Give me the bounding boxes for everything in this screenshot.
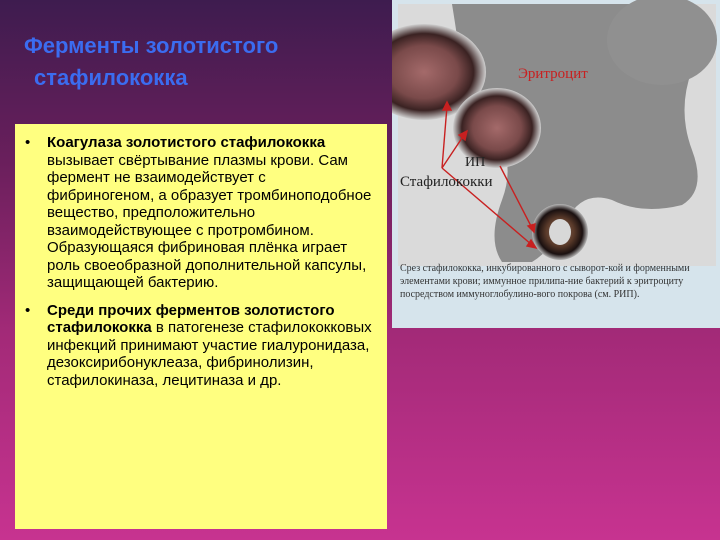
bullet-item-other-enzymes xyxy=(21,302,377,390)
title-line-1: Ферменты золотистого xyxy=(24,33,279,58)
bullet-marker: • xyxy=(25,134,31,151)
bullet-2-bold: Среди прочих ферментов золотистого стафилококка xyxy=(47,301,335,336)
bullet-1-text: вызывает свёртывание плазмы крови. Сам фермент не взаимодействует с фибриногеном, а образует тромбиноподобное вещество, предположительно взаимодействующее с протромбином. Образующаяся фибриновая плёнка играет роль своеобразной дополнительной капсулы, защищающей бактерию. xyxy=(47,151,372,291)
bullet-marker: • xyxy=(25,301,31,319)
label-ip: ИП xyxy=(465,155,486,170)
bullet-1-bold: Коагулаза золотистого стафилококка xyxy=(47,134,326,151)
figure-caption: Срез стафилококка, инкубированного с сыворот-кой и форменными элементами крови; иммунное прилипа-ние бактерий к эритроциту посредством иммуноглобулино-вого покрова (см. РИП). xyxy=(400,263,690,300)
slide-title xyxy=(24,30,384,94)
text-box xyxy=(15,124,387,529)
bullet-2-text: в патогенезе стафилококковых инфекций принимают участие гиалуронидаза, дезоксирибонуклеаза, фибринолизин, стафилокиназа, лецитиназа и др. xyxy=(47,319,372,389)
bullet-item-coagulase xyxy=(21,134,377,292)
title-line-2: стафилококка xyxy=(34,65,188,90)
label-staphylococci: Стафилококки xyxy=(400,174,493,190)
label-erythrocyte: Эритроцит xyxy=(518,66,588,82)
